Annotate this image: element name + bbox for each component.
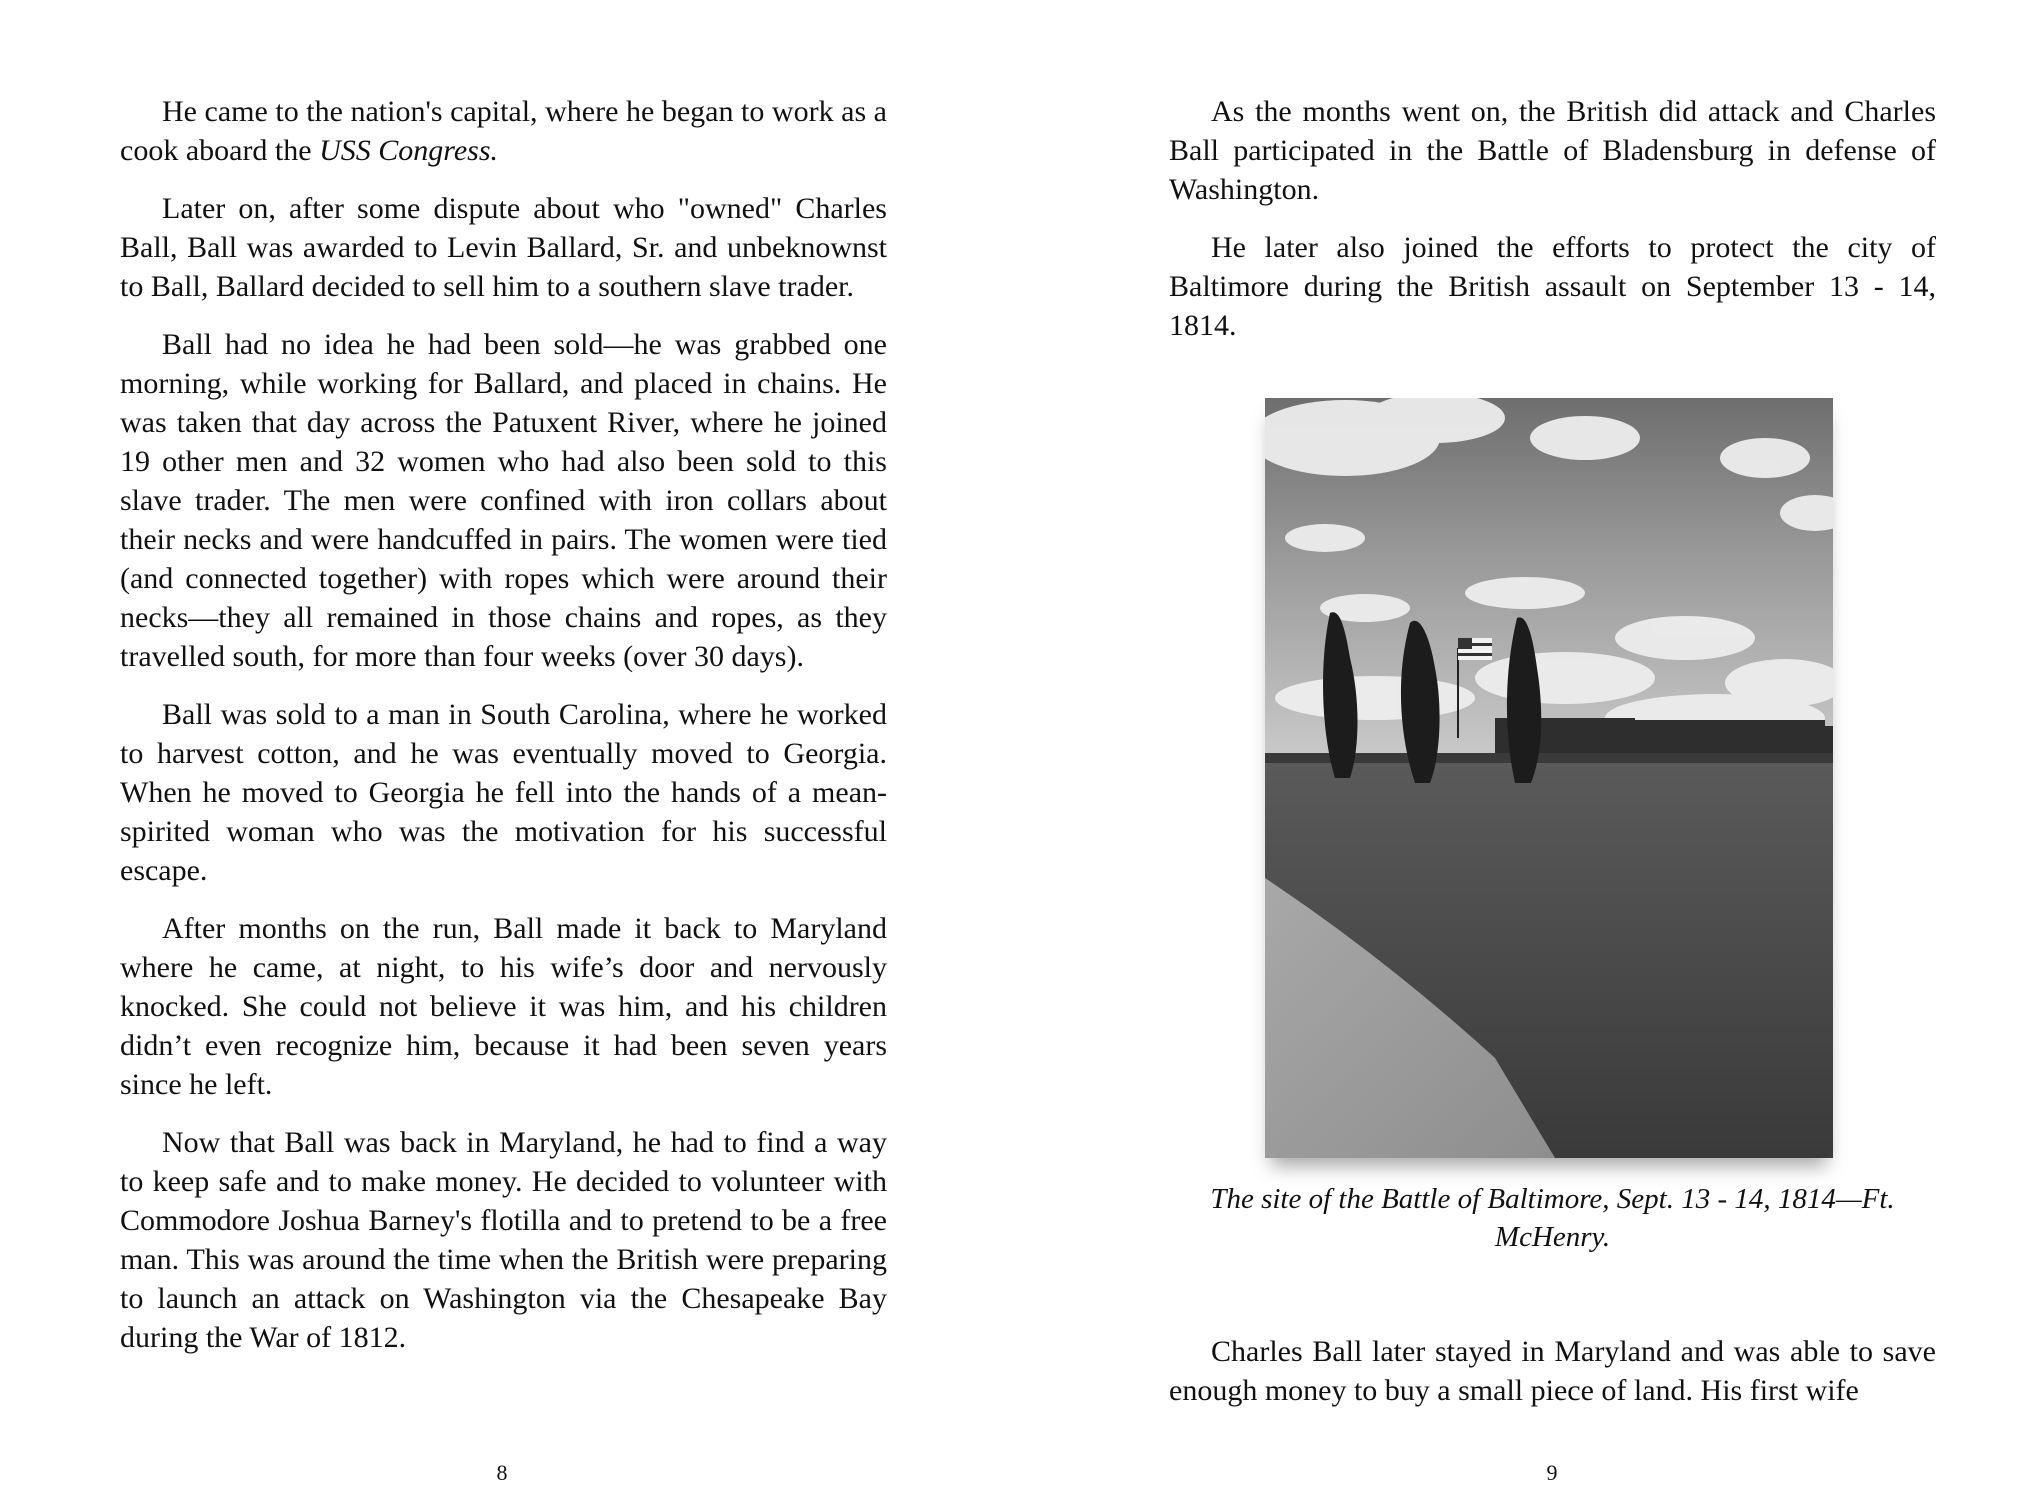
flag xyxy=(1458,638,1492,660)
page-number-right: 9 xyxy=(1546,1460,1558,1485)
paragraph-1 xyxy=(120,92,887,170)
ship-name: USS Congress. xyxy=(319,134,498,167)
paragraph-8: He later also joined the efforts to protect the city of Baltimore during the British assault on September 13 - 14, 1814. xyxy=(1169,231,1936,342)
right-bottom-block xyxy=(1169,1332,1936,1429)
paragraph-7: As the months went on, the British did attack and Charles Ball participated in the Battle of Bladensburg in defense of Washington. xyxy=(1169,95,1936,206)
paragraph-2: Later on, after some dispute about who "owned" Charles Ball, Ball was awarded to Levin Ballard, Sr. and unbeknownst to Ball, Ballard decided to sell him to a southern slave trader. xyxy=(120,192,887,303)
paragraph-5: After months on the run, Ball made it back to Maryland where he came, at night, to his wife’s door and nervously knocked. She could not believe it was him, and his children didn’t even recognize him, because it had been seven years since he left. xyxy=(120,912,887,1101)
paragraph-1-text: He came to the nation's capital, where he began to work as a cook aboard the xyxy=(120,95,887,167)
paragraph-3: Ball had no idea he had been sold—he was grabbed one morning, while working for Ballard, and placed in chains. He was taken that day across the Patuxent River, where he joined 19 other men and 32 women who had also been sold to this slave trader. The men were confined with iron collars about their necks and were handcuffed in pairs. The women were tied (and connected together) with ropes which were around their necks—they all remained in those chains and ropes, as they travelled south, for more than four weeks (over 30 days). xyxy=(120,328,887,673)
right-page xyxy=(1014,0,2028,1498)
page-number-left: 8 xyxy=(496,1460,508,1485)
paragraph-6: Now that Ball was back in Maryland, he had to find a way to keep safe and to make money. He decided to volunteer with Commodore Joshua Barney's flotilla and to pretend to be a free man. This was around the time when the British were preparing to launch an attack on Washington via the Chesapeake Bay during the War of 1812. xyxy=(120,1126,887,1354)
right-text-block xyxy=(1169,92,1936,364)
left-text-block xyxy=(120,92,887,1376)
photo-caption: The site of the Battle of Baltimore, Sept. 13 - 14, 1814—Ft. McHenry. xyxy=(1210,1183,1895,1253)
paragraph-9: Charles Ball later stayed in Maryland and was able to save enough money to buy a small piece of land. His first wife xyxy=(1169,1335,1936,1407)
fort-mchenry-photo xyxy=(1265,398,1833,1158)
paragraph-4: Ball was sold to a man in South Carolina, where he worked to harvest cotton, and he was eventually moved to Georgia. When he moved to Georgia he fell into the hands of a mean-spirited woman who was the motivation for his successful escape. xyxy=(120,698,887,887)
